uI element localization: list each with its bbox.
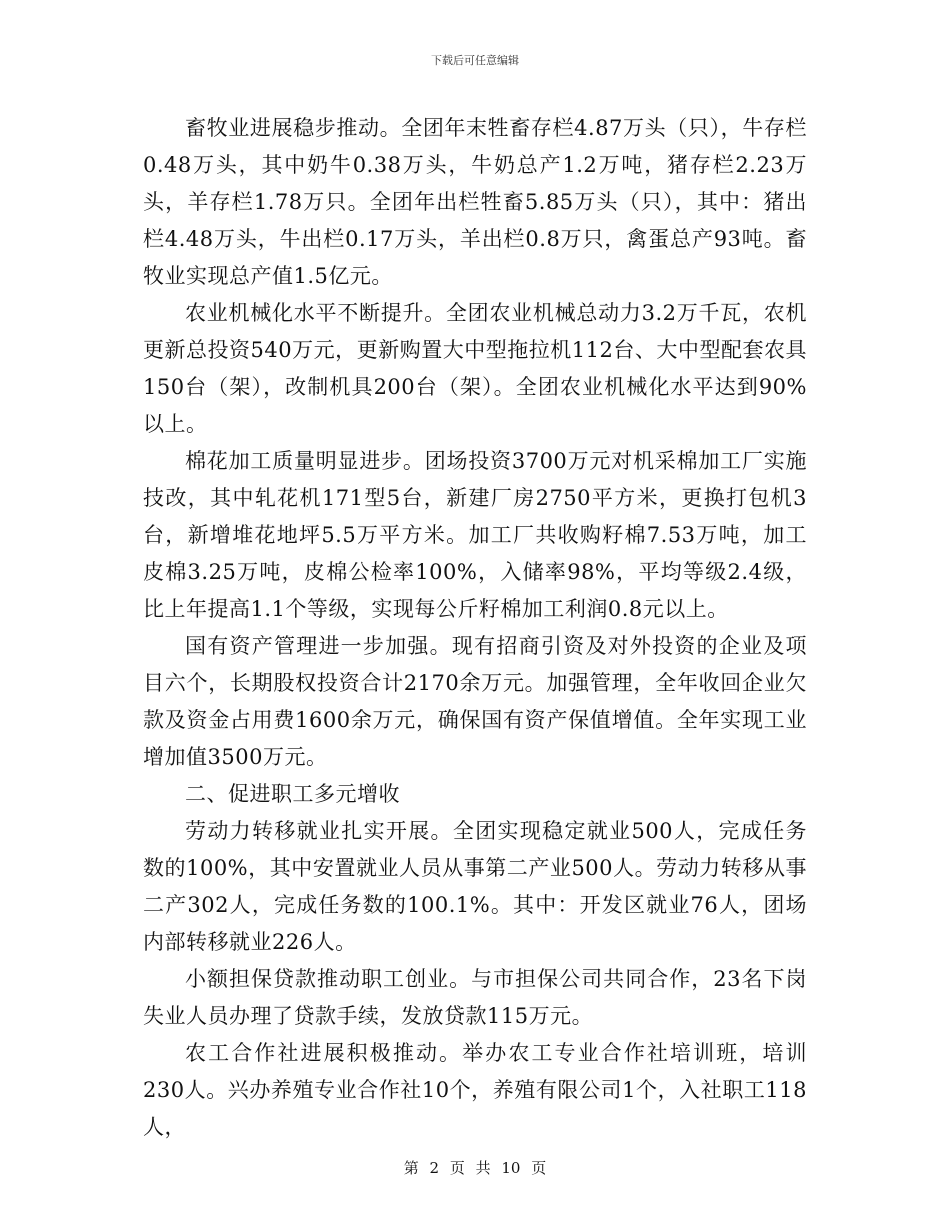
section-heading: 二、促进职工多元增收 [185, 782, 400, 806]
paragraph-cotton-processing: 棉花加工质量明显进步。团场投资3700万元对机采棉加工厂实施技改，其中轧花机171型5台，新建厂房2750平方米，更换打包机3台，新增堆花地坪5.5万平方米。加工厂共收购籽棉7.53万吨，加工皮棉3.25万吨，皮棉公检率100%，入储率98%，平均等级2.4级，比上年提高1.1个等级，实现每公斤籽棉加工利润0.8元以上。 [143, 449, 807, 621]
document-body [143, 110, 807, 1146]
paragraph-state-assets: 国有资产管理进一步加强。现有招商引资及对外投资的企业及项目六个，长期股权投资合计2170余万元。加强管理，全年收回企业欠款及资金占用费1600余万元，确保国有资产保值增值。全年实现工业增加值3500万元。 [143, 634, 807, 769]
paragraph-cooperatives: 农工合作社进展积极推动。举办农工专业合作社培训班，培训230人。兴办养殖专业合作社10个，养殖有限公司1个，入社职工118人， [143, 1041, 807, 1139]
paragraph-microloans: 小额担保贷款推动职工创业。与市担保公司共同合作，23名下岗失业人员办理了贷款手续，发放贷款115万元。 [143, 967, 807, 1028]
page-number: 第 2 页 共 10 页 [403, 1159, 547, 1177]
page-header: 下载后可任意编辑 [431, 54, 519, 67]
paragraph-labor-transfer: 劳动力转移就业扎实开展。全团实现稳定就业500人，完成任务数的100%，其中安置就业人员从事第二产业500人。劳动力转移从事二产302人，完成任务数的100.1%。其中：开发区就业76人，团场内部转移就业226人。 [143, 819, 807, 954]
paragraph-livestock: 畜牧业进展稳步推动。全团年末牲畜存栏4.87万头（只），牛存栏0.48万头，其中奶牛0.38万头，牛奶总产1.2万吨，猪存栏2.23万头，羊存栏1.78万只。全团年出栏牲畜5.85万头（只），其中：猪出栏4.48万头，牛出栏0.17万头，羊出栏0.8万只，禽蛋总产93吨。畜牧业实现总产值1.5亿元。 [143, 116, 807, 288]
paragraph-mechanization: 农业机械化水平不断提升。全团农业机械总动力3.2万千瓦，农机更新总投资540万元，更新购置大中型拖拉机112台、大中型配套农具150台（架），改制机具200台（架）。全团农业机械化水平达到90%以上。 [143, 301, 807, 436]
